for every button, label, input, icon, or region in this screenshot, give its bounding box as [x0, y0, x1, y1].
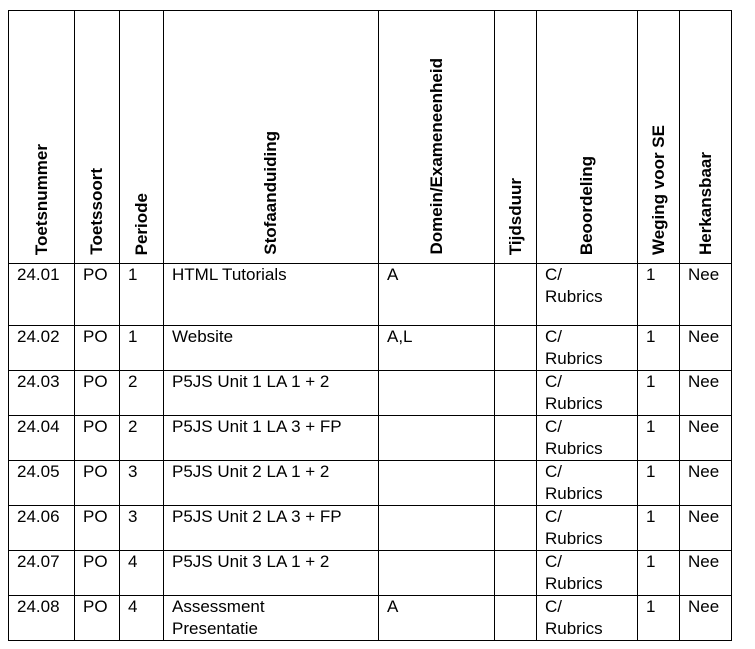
- header-stofaanduiding: [164, 11, 379, 264]
- table-row: [9, 416, 732, 461]
- cell-beoordeling: C/ Rubrics: [537, 596, 638, 641]
- cell-stofaanduiding: P5JS Unit 3 LA 1 + 2: [164, 551, 379, 596]
- cell-tijdsduur: [495, 461, 537, 506]
- header-periode: [120, 11, 164, 264]
- table-row: [9, 461, 732, 506]
- table-row: [9, 371, 732, 416]
- cell-periode: 1: [120, 326, 164, 371]
- cell-herkansbaar: Nee: [680, 371, 732, 416]
- header-toetsnummer: [9, 11, 75, 264]
- header-domein: [379, 11, 495, 264]
- cell-toetsnummer: 24.07: [9, 551, 75, 596]
- cell-stofaanduiding: HTML Tutorials: [164, 264, 379, 326]
- cell-domein: [379, 461, 495, 506]
- cell-tijdsduur: [495, 371, 537, 416]
- header-label: Beoordeling: [577, 155, 596, 255]
- cell-beoordeling: C/ Rubrics: [537, 371, 638, 416]
- header-tijdsduur: [495, 11, 537, 264]
- cell-herkansbaar: Nee: [680, 264, 732, 326]
- cell-weging: 1: [638, 264, 680, 326]
- cell-domein: [379, 371, 495, 416]
- cell-herkansbaar: Nee: [680, 326, 732, 371]
- header-label: Domein/Exameneenheid: [426, 58, 446, 255]
- cell-stofaanduiding: P5JS Unit 1 LA 1 + 2: [164, 371, 379, 416]
- header-label: Stofaanduiding: [261, 131, 280, 255]
- header-label: Herkansbaar: [695, 151, 715, 255]
- table-header-row: [9, 11, 732, 264]
- cell-toetsnummer: 24.04: [9, 416, 75, 461]
- cell-weging: 1: [638, 371, 680, 416]
- cell-periode: 2: [120, 416, 164, 461]
- header-herkansbaar: [680, 11, 732, 264]
- cell-stofaanduiding: Assessment Presentatie: [164, 596, 379, 641]
- cell-toetsnummer: 24.02: [9, 326, 75, 371]
- table-row: [9, 264, 732, 326]
- header-label: Toetsnummer: [31, 143, 51, 255]
- cell-herkansbaar: Nee: [680, 461, 732, 506]
- cell-herkansbaar: Nee: [680, 506, 732, 551]
- header-label: Toetssoort: [87, 168, 106, 255]
- header-label: Periode: [131, 192, 151, 255]
- cell-tijdsduur: [495, 596, 537, 641]
- cell-beoordeling: C/ Rubrics: [537, 264, 638, 326]
- cell-toetssoort: PO: [75, 371, 120, 416]
- header-weging: [638, 11, 680, 264]
- cell-domein: [379, 506, 495, 551]
- cell-domein: A: [379, 264, 495, 326]
- cell-beoordeling: C/ Rubrics: [537, 326, 638, 371]
- table-row: [9, 506, 732, 551]
- cell-tijdsduur: [495, 326, 537, 371]
- table-row: [9, 596, 732, 641]
- cell-toetsnummer: 24.06: [9, 506, 75, 551]
- cell-toetssoort: PO: [75, 326, 120, 371]
- cell-weging: 1: [638, 461, 680, 506]
- cell-stofaanduiding: Website: [164, 326, 379, 371]
- table-row: [9, 326, 732, 371]
- header-toetssoort: [75, 11, 120, 264]
- cell-stofaanduiding: P5JS Unit 1 LA 3 + FP: [164, 416, 379, 461]
- cell-tijdsduur: [495, 416, 537, 461]
- cell-domein: A,L: [379, 326, 495, 371]
- header-label: Tijdsduur: [505, 177, 525, 255]
- cell-tijdsduur: [495, 506, 537, 551]
- cell-periode: 2: [120, 371, 164, 416]
- cell-toetsnummer: 24.08: [9, 596, 75, 641]
- cell-toetsnummer: 24.01: [9, 264, 75, 326]
- cell-toetsnummer: 24.03: [9, 371, 75, 416]
- cell-domein: A: [379, 596, 495, 641]
- cell-toetssoort: PO: [75, 416, 120, 461]
- cell-beoordeling: C/ Rubrics: [537, 506, 638, 551]
- cell-toetssoort: PO: [75, 506, 120, 551]
- cell-tijdsduur: [495, 264, 537, 326]
- cell-periode: 4: [120, 596, 164, 641]
- cell-tijdsduur: [495, 551, 537, 596]
- header-beoordeling: [537, 11, 638, 264]
- cell-weging: 1: [638, 506, 680, 551]
- cell-beoordeling: C/ Rubrics: [537, 461, 638, 506]
- cell-domein: [379, 416, 495, 461]
- pta-table: [8, 10, 732, 641]
- cell-periode: 3: [120, 461, 164, 506]
- cell-weging: 1: [638, 416, 680, 461]
- cell-weging: 1: [638, 551, 680, 596]
- cell-toetssoort: PO: [75, 596, 120, 641]
- cell-toetssoort: PO: [75, 551, 120, 596]
- table-row: [9, 551, 732, 596]
- cell-weging: 1: [638, 326, 680, 371]
- cell-toetssoort: PO: [75, 461, 120, 506]
- cell-herkansbaar: Nee: [680, 551, 732, 596]
- cell-weging: 1: [638, 596, 680, 641]
- cell-periode: 3: [120, 506, 164, 551]
- cell-herkansbaar: Nee: [680, 596, 732, 641]
- cell-domein: [379, 551, 495, 596]
- cell-toetssoort: PO: [75, 264, 120, 326]
- cell-herkansbaar: Nee: [680, 416, 732, 461]
- cell-stofaanduiding: P5JS Unit 2 LA 1 + 2: [164, 461, 379, 506]
- cell-toetsnummer: 24.05: [9, 461, 75, 506]
- cell-stofaanduiding: P5JS Unit 2 LA 3 + FP: [164, 506, 379, 551]
- cell-beoordeling: C/ Rubrics: [537, 551, 638, 596]
- header-label: Weging voor SE: [648, 124, 668, 255]
- cell-beoordeling: C/ Rubrics: [537, 416, 638, 461]
- cell-periode: 1: [120, 264, 164, 326]
- cell-periode: 4: [120, 551, 164, 596]
